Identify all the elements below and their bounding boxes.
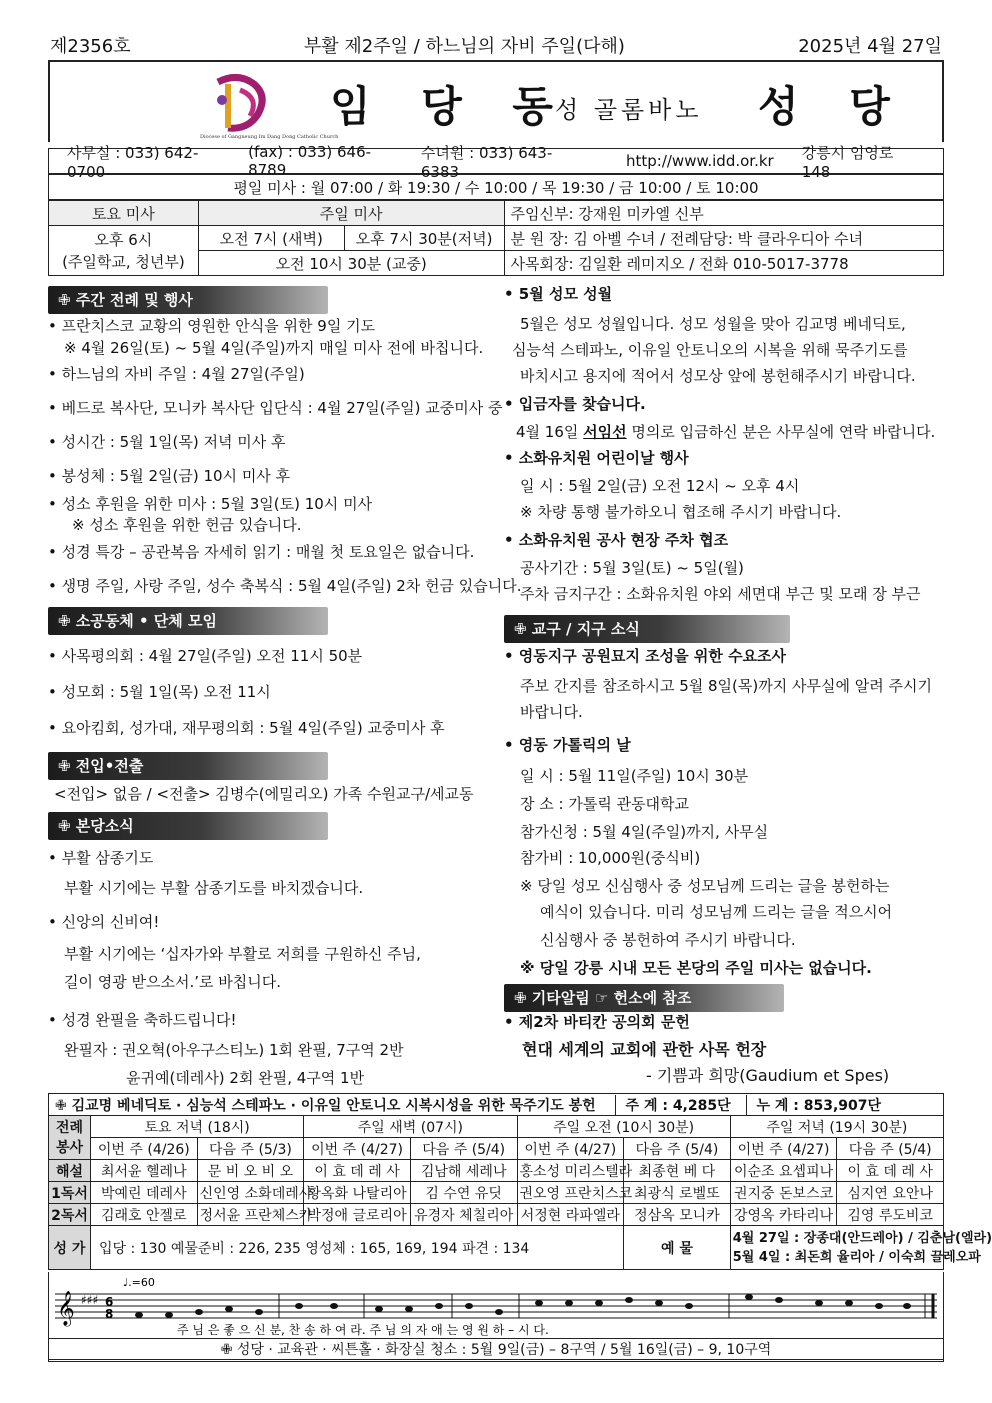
right-text: 공사기간 : 5월 3일(토) ~ 5일(월) — [520, 559, 744, 577]
right-text: 바치시고 용지에 적어서 성모상 앞에 봉헌해주시기 바랍니다. — [520, 367, 916, 385]
right-text: 바랍니다. — [520, 703, 583, 721]
roster-week: 다음 주 (5/4) — [837, 1138, 944, 1160]
roster-cell: 신인영 소화데레사 — [197, 1182, 304, 1204]
roster-cell: 권지중 돈보스코 — [730, 1182, 837, 1204]
list-item: • 성모회 : 5월 1일(목) 오전 11시 — [48, 683, 271, 701]
table-row — [49, 1204, 944, 1226]
right-text: 5월은 성모 성월입니다. 성모 성월을 맞아 김교명 베네딕토, — [520, 315, 906, 333]
section-groups: ✙ 소공동체 • 단체 모임 — [48, 607, 328, 635]
roster-cell: 강영옥 카타리나 — [730, 1204, 837, 1226]
section-other-notices: ✙ 기타알림 ☞ 헌소에 참조 — [504, 984, 784, 1012]
rosary-row — [49, 1094, 944, 1116]
right-text: 신심행사 중 봉헌하여 주시기 바랍니다. — [540, 931, 796, 949]
right-text: - 기쁨과 희망(Gaudium et Spes) — [646, 1066, 890, 1085]
rosary-text: ✙ 김교명 베네딕토 · 심능석 스테파노 · 이유일 안토니오 시복시성을 위한 묵주기도 봉헌 — [55, 1097, 596, 1114]
weekday-mass: 평일 미사 : 월 07:00 / 화 19:30 / 수 10:00 / 목 19:30 / 금 10:00 / 토 10:00 — [233, 178, 759, 197]
time-sig-bottom: 8 — [105, 1307, 114, 1321]
section-transfers: ✙ 전입•전출 — [48, 752, 328, 780]
list-item: • 부활 삼종기도 — [48, 849, 154, 867]
depositor-name: 서임선 — [583, 423, 627, 441]
roster-cell: 김영 루도비코 — [837, 1204, 944, 1226]
roster-cell: 이순조 요셉피나 — [730, 1160, 837, 1182]
roster-week: 다음 주 (5/3) — [197, 1138, 304, 1160]
roster-role: 1독서 — [49, 1182, 91, 1204]
office-phone: 사무실 : 033) 642-0700 — [67, 143, 199, 181]
roster-cell: 김남해 세레나 — [410, 1160, 517, 1182]
pastor: 주임신부: 강재원 미카엘 신부 — [504, 201, 944, 226]
offering-names: 4월 27일 : 장종대(안드레아) / 김춘남(엘라) 5월 4일 : 최돈희 율리아 / 이숙희 끌레오파 — [730, 1226, 943, 1270]
rosary-week: 주 계 : 4,285단 — [615, 1095, 731, 1115]
list-item: 완필자 : 권오혁(아우구스티노) 1회 완필, 7구역 2반 — [64, 1041, 404, 1059]
section-parish-news: ✙ 본당소식 — [48, 812, 328, 840]
key-signature-icon: ♯♯♯ — [81, 1293, 99, 1307]
right-text: 예식이 있습니다. 미리 성모님께 드리는 글을 적으시어 — [540, 903, 893, 921]
list-item: • 봉성체 : 5월 2일(금) 10시 미사 후 — [48, 467, 291, 485]
mass-table — [48, 200, 944, 276]
right-text: 참가비 : 10,000원(중식비) — [520, 849, 701, 867]
roster-role: 2독서 — [49, 1204, 91, 1226]
right-text: 참가신청 : 5월 4일(주일)까지, 사무실 — [520, 823, 769, 841]
roster-cell: 정삼옥 모니카 — [624, 1204, 731, 1226]
roster-cell: 최종현 베 다 — [624, 1160, 731, 1182]
right-text: 현대 세계의 교회에 관한 사목 헌장 — [522, 1040, 767, 1059]
roster-week: 다음 주 (5/4) — [410, 1138, 517, 1160]
parish-logo-icon — [198, 70, 339, 140]
list-item: • 성소 후원을 위한 미사 : 5월 3일(토) 10시 미사 — [48, 495, 373, 513]
roster-cell: 박예린 데레사 — [91, 1182, 198, 1204]
roster-week: 이번 주 (4/27) — [304, 1138, 411, 1160]
sat-mass-time: 오후 6시 (주일학교, 청년부) — [49, 226, 199, 276]
list-item: ※ 성소 후원을 위한 헌금 있습니다. — [72, 516, 302, 534]
contact-row — [48, 143, 944, 181]
fax-number: (fax) : 033) 646-8789 — [248, 143, 372, 179]
roster-group: 주일 저녁 (19시 30분) — [730, 1116, 943, 1138]
score-lyrics: 주 님 은 좋 으 신 분, 찬 송 하 여 라. 주 님 의 자 애 는 영 원 하 – 시 다. — [177, 1323, 549, 1337]
roster-cell: 서정현 라파엘라 — [517, 1204, 624, 1226]
list-item: 길이 영광 받으소서.’로 바칩니다. — [64, 973, 281, 991]
right-text: ※ 당일 성모 신심행사 중 성모님께 드리는 글을 봉헌하는 — [520, 877, 890, 895]
roster-week: 다음 주 (5/4) — [624, 1138, 731, 1160]
council: 사목회장: 김일환 레미지오 / 전화 010-5017-3778 — [504, 251, 944, 276]
tempo-mark: ♩.=60 — [123, 1276, 155, 1289]
hymn-label: 성 가 — [49, 1226, 91, 1270]
right-heading: • 입금자를 찾습니다. — [504, 395, 646, 413]
sun-mass-2: 오후 7시 30분(저녁) — [344, 226, 504, 251]
time-sig-top: 6 — [105, 1295, 114, 1309]
roster-role: 해설 — [49, 1160, 91, 1182]
parish-name-1: 임 당 동 — [330, 82, 571, 131]
table-row — [49, 1160, 944, 1182]
treble-clef-icon: 𝄞 — [57, 1291, 75, 1326]
roster-cell: 홍소성 미리스텔라 — [517, 1160, 624, 1182]
right-heading: • 영동지구 공원묘지 조성을 위한 수요조사 — [504, 647, 787, 665]
right-heading: • 소화유치원 공사 현장 주차 협조 — [504, 531, 729, 549]
list-item: • 프란치스코 교황의 영원한 안식을 위한 9일 기도 — [48, 317, 376, 335]
list-item: • 요아킴회, 성가대, 재무평의회 : 5월 4일(주일) 교중미사 후 — [48, 719, 445, 737]
cleaning-footer: ✙ 성당 · 교육관 · 씨튼홀 · 화장실 청소 : 5월 9일(금) – 8구역 / 5월 16일(금) – 9, 10구역 — [48, 1338, 944, 1362]
hymn-numbers: 입당 : 130 예물준비 : 226, 235 영성체 : 165, 169, 194 파견 : 134 — [91, 1226, 624, 1270]
issue-date: 2025년 4월 27일 — [798, 36, 942, 57]
roster-cell: 김래호 안젤로 — [91, 1204, 198, 1226]
top-line — [50, 30, 942, 60]
parish-name-2: 성 골롬바노 — [555, 96, 703, 124]
list-item: • 성시간 : 5월 1일(목) 저녁 미사 후 — [48, 433, 286, 451]
right-text: 심능석 스테파노, 이유일 안토니오의 시복을 위해 묵주기도를 — [512, 341, 908, 359]
roster-cell: 최서윤 헬레나 — [91, 1160, 198, 1182]
roster-week: 이번 주 (4/26) — [91, 1138, 198, 1160]
roster-cell: 최광식 로벨또 — [624, 1182, 731, 1204]
right-text: ※ 차량 통행 불가하오니 협조해 주시기 바랍니다. — [520, 503, 842, 521]
roster-cell: 문 비 오 비 오 — [197, 1160, 304, 1182]
score-staff — [49, 1272, 943, 1338]
list-item: 윤귀예(데레사) 2회 완필, 4구역 1반 — [126, 1069, 365, 1087]
roster-cell: 박정애 글로리아 — [304, 1204, 411, 1226]
sun-mass-3: 오전 10시 30분 (교중) — [198, 251, 504, 276]
roster-cell: 황옥화 나탈리아 — [304, 1182, 411, 1204]
right-text: 장 소 : 가톨릭 관동대학교 — [520, 795, 690, 813]
right-text: 일 시 : 5월 2일(금) 오전 12시 ~ 오후 4시 — [520, 477, 800, 495]
list-item: • 사목평의회 : 4월 27일(주일) 오전 11시 50분 — [48, 647, 363, 665]
table-row — [49, 1182, 944, 1204]
roster-cell: 이 효 데 레 사 — [837, 1160, 944, 1182]
right-heading: • 제2차 바티칸 공의회 문헌 — [504, 1013, 690, 1031]
roster-table — [48, 1093, 992, 1270]
section-weekly-events: ✙ 주간 전례 및 행사 — [48, 286, 328, 314]
convent-phone: 수녀원 : 033) 643-6383 — [420, 143, 553, 181]
right-text: 일 시 : 5월 11일(주일) 10시 30분 — [520, 767, 749, 785]
right-text: 주보 간지를 참조하시고 5월 8일(목)까지 사무실에 알려 주시기 — [520, 677, 932, 695]
liturgical-title: 부활 제2주일 / 하느님의 자비 주일(다해) — [303, 36, 625, 57]
masthead — [48, 60, 944, 142]
roster-cell: 권오영 프란치스코 — [517, 1182, 624, 1204]
weekday-mass-row — [48, 174, 944, 200]
sun-mass-1: 오전 7시 (새벽) — [198, 226, 344, 251]
list-item: 부활 시기에는 ‘십자가와 부활로 저희를 구원하신 주님, — [64, 945, 421, 963]
address: 강릉시 임영로 148 — [801, 143, 894, 181]
roster-cell: 김 수연 유딧 — [410, 1182, 517, 1204]
roster-group: 토요 저녁 (18시) — [91, 1116, 304, 1138]
list-item: • 신앙의 신비여! — [48, 913, 160, 931]
right-text: 주차 금지구간 : 소화유치원 야외 세면대 부근 및 모래 장 부근 — [520, 585, 921, 603]
right-heading: • 영동 가톨릭의 날 — [504, 736, 631, 754]
roster-cell: 유경자 체칠리아 — [410, 1204, 517, 1226]
sun-mass-head: 주일 미사 — [198, 201, 504, 226]
right-text: 4월 16일 서임선 명의로 입금하신 분은 사무실에 연락 바랍니다. — [516, 423, 936, 441]
right-heading: • 소화유치원 어린이날 행사 — [504, 449, 689, 467]
roster-cell: 이 효 데 레 사 — [304, 1160, 411, 1182]
logo-text: Diocese of Gangneung Im Dang Dong Catholic Church — [200, 134, 339, 140]
list-item: 부활 시기에는 부활 삼종기도를 바치겠습니다. — [64, 879, 364, 897]
sisters: 분 원 장: 김 아벨 수녀 / 전례담당: 박 클라우디아 수녀 — [504, 226, 944, 251]
right-text-bold: ※ 당일 강릉 시내 모든 본당의 주일 미사는 없습니다. — [520, 959, 872, 977]
list-item: • 성경 완필을 축하드립니다! — [48, 1011, 237, 1029]
list-item: • 성경 특강 – 공관복음 자세히 읽기 : 매월 첫 토요일은 없습니다. — [48, 543, 475, 561]
right-heading: • 5월 성모 성월 — [504, 285, 613, 303]
roster-corner: 전례 봉사 — [49, 1116, 91, 1160]
roster-week: 이번 주 (4/27) — [517, 1138, 624, 1160]
offering-label: 예 물 — [624, 1226, 731, 1270]
roster-group: 주일 새벽 (07시) — [304, 1116, 517, 1138]
list-item: • 하느님의 자비 주일 : 4월 27일(주일) — [48, 365, 305, 383]
roster-cell: 정서윤 프란체스카 — [197, 1204, 304, 1226]
sat-mass-head: 토요 미사 — [49, 201, 199, 226]
roster-week: 이번 주 (4/27) — [730, 1138, 837, 1160]
list-item: • 베드로 복사단, 모니카 복사단 입단식 : 4월 27일(주일) 교중미사 중 — [48, 399, 503, 417]
transfer-text: <전입> 없음 / <전출> 김병수(에밀리오) 가족 수원교구/세교동 — [54, 785, 474, 803]
list-item: • 생명 주일, 사랑 주일, 성수 축복식 : 5월 4일(주일) 2차 헌금 있습니다. — [48, 577, 522, 595]
section-diocese-news: ✙ 교구 / 지구 소식 — [504, 615, 790, 643]
website-link[interactable]: http://www.idd.or.kr — [625, 152, 774, 170]
roster-group: 주일 오전 (10시 30분) — [517, 1116, 730, 1138]
list-item: ※ 4월 26일(토) ~ 5월 4일(주일)까지 매일 미사 전에 바칩니다. — [64, 339, 484, 357]
rosary-total: 누 계 : 853,907단 — [746, 1095, 882, 1115]
parish-name-3: 성 당 — [758, 82, 908, 131]
issue-number: 제2356호 — [50, 36, 131, 57]
roster-cell: 심지연 요안나 — [837, 1182, 944, 1204]
